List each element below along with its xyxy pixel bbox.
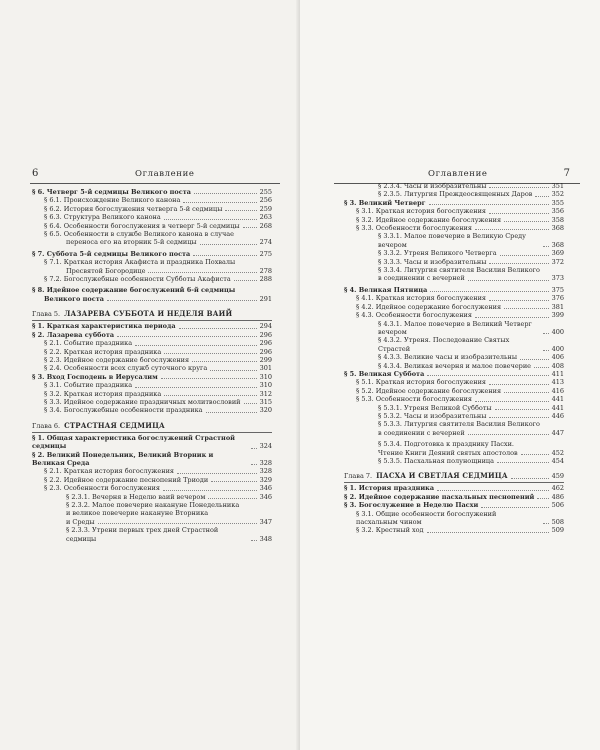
toc-entry bbox=[32, 526, 272, 543]
toc-entry-label: в соединении с вечерней bbox=[378, 428, 465, 437]
toc-entry-label: § 6.5. Особенности в службе Великого канона в случае bbox=[44, 230, 235, 239]
toc-entry bbox=[32, 286, 272, 294]
chapter-number: Глава 6. bbox=[32, 421, 61, 430]
dot-leader bbox=[192, 361, 256, 362]
dot-leader bbox=[481, 507, 548, 508]
toc-entry-label: § 1. Краткая характеристика периода bbox=[32, 322, 176, 331]
toc-entry-page: 312 bbox=[259, 389, 272, 398]
toc-entry-label: § 5.3.1. Утреня Великой Субботы bbox=[378, 403, 492, 412]
toc-entry-page: 291 bbox=[259, 294, 272, 303]
toc-entry-label: § 3.3. Идейное содержание праздничных молитвословий bbox=[44, 397, 241, 406]
dot-leader bbox=[179, 328, 257, 329]
toc-entry-page: 356 bbox=[551, 207, 564, 216]
toc-entry-label: § 7. Суббота 5-й седмицы Великого поста bbox=[32, 249, 191, 258]
toc-entry-label: § 2.3.2. Малое повечерие накануне Понедельника bbox=[66, 501, 240, 509]
toc-entry-label: § 2. Великий Понедельник, Великий Вторник и Великая Среда bbox=[32, 450, 214, 467]
dot-leader bbox=[208, 498, 256, 499]
running-head: Оглавление bbox=[135, 169, 195, 179]
toc-entry bbox=[32, 213, 272, 221]
toc-entry-label: Пресвятой Богородице bbox=[66, 266, 146, 275]
page-number: 7 bbox=[563, 168, 570, 179]
dot-leader bbox=[107, 300, 257, 301]
dot-leader bbox=[543, 350, 549, 351]
toc-entry-page: 509 bbox=[551, 526, 564, 535]
toc-entry bbox=[32, 434, 272, 451]
toc-entry bbox=[32, 390, 272, 398]
dot-leader bbox=[251, 448, 257, 449]
toc-entry-label: § 2.3. Особенности богослужения bbox=[44, 484, 160, 493]
toc-entry-page: 368 bbox=[551, 224, 564, 233]
chapter-title: ПАСХА И СВЕТЛАЯ СЕДМИЦА bbox=[376, 471, 508, 481]
dot-leader bbox=[244, 403, 257, 404]
toc-entry-label: § 3.3.1. Малое повечерие в Великую Среду вечером bbox=[378, 232, 527, 249]
toc-entry-page: 296 bbox=[259, 347, 272, 356]
toc-entry-label: § 6.3. Структура Великого канона bbox=[44, 213, 161, 222]
toc-entry-label: § 2.1. Событие праздника bbox=[44, 339, 133, 348]
toc-entry-page: 296 bbox=[259, 339, 272, 348]
toc-entry-label: § 3.3. Особенности богослужения bbox=[356, 224, 472, 233]
toc-entry bbox=[344, 286, 564, 294]
dot-leader bbox=[504, 392, 548, 393]
toc-entry-label: § 1. Общая характеристика богослужений Страстной седмицы bbox=[32, 433, 235, 451]
toc-entry bbox=[344, 412, 564, 420]
toc-entry-page: 278 bbox=[259, 266, 272, 275]
toc-entry bbox=[32, 196, 272, 204]
toc-entry bbox=[32, 230, 272, 238]
left-page-header bbox=[0, 168, 300, 182]
toc-entry bbox=[32, 339, 272, 347]
toc-entry bbox=[344, 266, 564, 274]
toc-entry-page: 259 bbox=[259, 204, 272, 213]
toc-entry-page: 446 bbox=[551, 411, 564, 420]
toc-entry-page: 376 bbox=[551, 294, 564, 303]
toc-entry-page: 328 bbox=[259, 467, 272, 476]
toc-entry bbox=[344, 440, 564, 448]
toc-entry bbox=[344, 457, 564, 465]
toc-entry bbox=[344, 395, 564, 403]
toc-entry bbox=[344, 526, 564, 534]
toc-entry-label: § 2.3. Идейное содержание богослужения bbox=[44, 355, 190, 364]
toc-entry-page: 462 bbox=[551, 484, 564, 493]
toc-entry-label: § 5.3.4. Подготовка к празднику Пасхи. bbox=[378, 440, 514, 449]
dot-leader bbox=[251, 464, 257, 465]
dot-leader bbox=[521, 454, 549, 455]
dot-leader bbox=[161, 378, 257, 379]
toc-entry bbox=[32, 267, 272, 275]
dot-leader bbox=[489, 300, 549, 301]
toc-entry-page: 375 bbox=[551, 285, 564, 294]
toc-entry-page: 347 bbox=[259, 517, 272, 526]
toc-entry-page: 452 bbox=[551, 448, 564, 457]
toc-entry-label: § 6.1. Происхождение Великого канона bbox=[44, 196, 181, 205]
toc-entry-page: 508 bbox=[551, 518, 564, 527]
dot-leader bbox=[194, 193, 257, 194]
toc-entry bbox=[344, 294, 564, 302]
toc-entry-label: § 2.2. Идейное содержание песнопений Триоди bbox=[44, 475, 209, 484]
dot-leader bbox=[520, 359, 549, 360]
toc-entry-label: § 2.3.4. Часы и изобразительны bbox=[378, 182, 487, 190]
toc-entry-label: § 3.2. Идейное содержание богослужения bbox=[356, 215, 502, 224]
toc-entry-page: 368 bbox=[551, 240, 564, 249]
toc-entry-label: § 3.1. Общие особенности богослужений пасхальным чином bbox=[356, 509, 497, 527]
toc-entry bbox=[32, 275, 272, 283]
toc-entry-page: 369 bbox=[551, 249, 564, 258]
page-number: 6 bbox=[32, 168, 39, 179]
toc-entry-page: 381 bbox=[551, 302, 564, 311]
toc-entry-label: § 5.3.3. Литургия святителя Василия Великого bbox=[378, 420, 540, 429]
toc-entry-page: 441 bbox=[551, 403, 564, 412]
toc-entry-label: § 5. Великая Суббота bbox=[344, 369, 425, 378]
dot-leader bbox=[534, 367, 549, 368]
toc-entry bbox=[344, 493, 564, 501]
toc-entry-label: § 5.3.2. Часы и изобразительны bbox=[378, 411, 487, 420]
header-rule bbox=[30, 183, 280, 184]
toc-entry bbox=[344, 232, 564, 249]
toc-entry-label: § 3.1. Событие праздника bbox=[44, 381, 133, 390]
toc-entry-page: 413 bbox=[551, 378, 564, 387]
toc-entry bbox=[344, 224, 564, 232]
toc-entry-page: 268 bbox=[259, 221, 272, 230]
toc-entry-label: § 2.4. Особенности всех служб суточного круга bbox=[44, 364, 208, 373]
dot-leader bbox=[468, 280, 549, 281]
toc-entry bbox=[32, 322, 272, 330]
toc-entry bbox=[344, 449, 564, 457]
toc-entry bbox=[32, 518, 272, 526]
toc-entry bbox=[32, 295, 272, 303]
toc-entry bbox=[344, 311, 564, 319]
toc-entry-label: § 2.3.3. Утрени первых трех дней Страстной седмицы bbox=[66, 526, 219, 543]
dot-leader bbox=[177, 473, 257, 474]
toc-entry-label: § 4.3.2. Утреня. Последование Святых Страстей bbox=[378, 336, 510, 353]
toc-entry-page: 400 bbox=[551, 344, 564, 353]
toc-entry bbox=[32, 467, 272, 475]
toc-entry bbox=[344, 420, 564, 428]
toc-entry-page: 351 bbox=[551, 182, 564, 190]
dot-leader bbox=[475, 229, 549, 230]
dot-leader bbox=[164, 219, 257, 220]
toc-entry-page: 328 bbox=[259, 458, 272, 467]
toc-entry-page: 288 bbox=[259, 275, 272, 284]
dot-leader bbox=[98, 523, 257, 524]
chapter-number: Глава 5. bbox=[32, 310, 61, 319]
dot-leader bbox=[427, 375, 548, 376]
toc-entry-page: 355 bbox=[551, 198, 564, 207]
dot-leader bbox=[148, 272, 256, 273]
toc-entry bbox=[344, 353, 564, 361]
dot-leader bbox=[537, 498, 548, 499]
toc-entry-page: 315 bbox=[259, 397, 272, 406]
dot-leader bbox=[543, 333, 549, 334]
toc-entry-label: § 5.3.5. Пасхальная полунощница bbox=[378, 457, 494, 465]
dot-leader bbox=[437, 490, 548, 491]
dot-leader bbox=[497, 462, 549, 463]
toc-entry-label: § 6. Четверг 5-й седмицы Великого поста bbox=[32, 188, 191, 196]
dot-leader bbox=[183, 202, 256, 203]
toc-entry-label: § 5.3. Особенности богослужения bbox=[356, 395, 472, 404]
toc-entry-page: 406 bbox=[551, 353, 564, 362]
toc-entry bbox=[344, 378, 564, 386]
toc-entry-label: § 3.4. Богослужебные особенности праздника bbox=[44, 406, 203, 415]
toc-entry bbox=[344, 320, 564, 337]
dot-leader bbox=[468, 434, 549, 435]
toc-entry-page: 320 bbox=[259, 406, 272, 415]
right-page bbox=[300, 0, 600, 750]
toc-entry-label: § 3.3.4. Литургия святителя Василия Великого bbox=[378, 266, 540, 275]
dot-leader bbox=[475, 317, 549, 318]
toc-entry-page: 296 bbox=[259, 330, 272, 339]
toc-entry bbox=[32, 364, 272, 372]
toc-entry-label: § 4.3.1. Малое повечерие в Великий Четверг вечером bbox=[378, 319, 532, 336]
dot-leader bbox=[210, 370, 256, 371]
toc-entry-label: § 3. Великий Четверг bbox=[344, 198, 426, 207]
toc-entry bbox=[344, 274, 564, 282]
toc-entry-page: 346 bbox=[259, 492, 272, 501]
toc-entry bbox=[344, 303, 564, 311]
toc-entry-label: § 8. Идейное содержание богослужений 6-й седмицы bbox=[32, 286, 236, 295]
toc-entry-page: 411 bbox=[551, 369, 564, 378]
toc-entry bbox=[344, 190, 564, 198]
toc-entry bbox=[344, 429, 564, 437]
toc-entry bbox=[32, 501, 272, 509]
toc-entry bbox=[344, 199, 564, 207]
toc-entry bbox=[344, 510, 564, 527]
dot-leader bbox=[489, 417, 548, 418]
toc-entry-label: и Среды bbox=[66, 517, 95, 526]
toc-entry bbox=[32, 205, 272, 213]
chapter-title: ЛАЗАРЕВА СУББОТА И НЕДЕЛЯ ВАИЙ bbox=[64, 309, 233, 319]
dot-leader bbox=[535, 196, 548, 197]
toc-entry-page: 454 bbox=[551, 457, 564, 465]
toc-entry bbox=[344, 387, 564, 395]
dot-leader bbox=[200, 244, 257, 245]
chapter-heading bbox=[32, 421, 272, 433]
toc-entry-label: § 4.2. Идейное содержание богослужения bbox=[356, 302, 502, 311]
dot-leader bbox=[225, 210, 256, 211]
dot-leader bbox=[163, 490, 257, 491]
toc-entry-label: § 4. Великая Пятница bbox=[344, 285, 428, 294]
toc-entry-page: 506 bbox=[551, 501, 564, 510]
toc-entry bbox=[32, 381, 272, 389]
toc-entry bbox=[32, 509, 272, 517]
toc-entry-label: § 5.2. Идейное содержание богослужения bbox=[356, 386, 502, 395]
toc-entry-label: Чтение Книги Деяний святых апостолов bbox=[378, 448, 518, 457]
dot-leader bbox=[164, 353, 256, 354]
toc-entry-page: 301 bbox=[259, 364, 272, 373]
dot-leader bbox=[511, 478, 549, 479]
toc-entry bbox=[32, 451, 272, 468]
toc-entry bbox=[344, 484, 564, 492]
chapter-page: 459 bbox=[551, 472, 564, 481]
toc-entry-label: § 2.2. Краткая история праздника bbox=[44, 347, 162, 356]
toc-entry bbox=[344, 370, 564, 378]
chapter-number: Глава 7. bbox=[344, 472, 373, 481]
toc-entry bbox=[32, 398, 272, 406]
toc-entry-label: § 3.2. Крестный ход bbox=[356, 526, 424, 535]
dot-leader bbox=[504, 308, 548, 309]
toc-entry-label: и великое повечерие накануне Вторника bbox=[66, 509, 209, 518]
toc-entry-label: § 5.1. Краткая история богослужения bbox=[356, 378, 487, 387]
right-page-header bbox=[300, 168, 600, 182]
toc-entry bbox=[32, 250, 272, 258]
toc-entry-page: 358 bbox=[551, 215, 564, 224]
dot-leader bbox=[251, 540, 257, 541]
dot-leader bbox=[495, 409, 549, 410]
toc-entry bbox=[32, 476, 272, 484]
toc-entry bbox=[32, 222, 272, 230]
toc-entry-label: § 2.3.1. Вечерня в Неделю ваий вечером bbox=[66, 492, 206, 501]
dot-leader bbox=[243, 227, 257, 228]
toc-entry-page: 329 bbox=[259, 475, 272, 484]
toc-entry-label: § 2. Лазарева суббота bbox=[32, 330, 115, 339]
dot-leader bbox=[206, 412, 257, 413]
dot-leader bbox=[193, 255, 256, 256]
toc-entry-label: § 6.2. История богослужения четверга 5-й седмицы bbox=[44, 204, 223, 213]
dot-leader bbox=[427, 532, 549, 533]
dot-leader bbox=[489, 187, 548, 188]
toc-entry bbox=[32, 331, 272, 339]
toc-entry bbox=[32, 373, 272, 381]
chapter-title: СТРАСТНАЯ СЕДМИЦА bbox=[64, 420, 165, 430]
toc-entry bbox=[344, 362, 564, 370]
toc-entry bbox=[344, 336, 564, 353]
toc-entry-label: § 3. Богослужение в Неделю Пасхи bbox=[344, 501, 479, 510]
toc-entry-page: 486 bbox=[551, 492, 564, 501]
toc-entry bbox=[344, 249, 564, 257]
toc-entry-page: 447 bbox=[551, 428, 564, 437]
dot-leader bbox=[430, 291, 548, 292]
toc-entry-label: § 1. История праздника bbox=[344, 484, 435, 493]
dot-leader bbox=[164, 395, 256, 396]
toc-entry-label: § 3. Вход Господень в Иерусалим bbox=[32, 372, 158, 381]
toc-entry-page: 352 bbox=[551, 190, 564, 199]
dot-leader bbox=[489, 384, 549, 385]
toc-entry-label: § 7.1. Краткая история Акафиста и праздника Похвалы bbox=[44, 258, 236, 267]
toc-entry-page: 373 bbox=[551, 274, 564, 283]
toc-entry bbox=[32, 188, 272, 196]
toc-entry-page: 256 bbox=[259, 196, 272, 205]
dot-leader bbox=[543, 246, 549, 247]
toc-entry-label: в соединении с вечерней bbox=[378, 274, 465, 283]
toc-entry-page: 372 bbox=[551, 257, 564, 266]
toc-list-left bbox=[0, 188, 300, 543]
running-head: Оглавление bbox=[428, 169, 488, 179]
toc-entry-label: § 4.3.4. Великая вечерня и малое повечерие bbox=[378, 361, 532, 370]
toc-entry-page: 299 bbox=[259, 355, 272, 364]
toc-entry-label: § 2. Идейное содержание пасхальных песнопений bbox=[344, 492, 535, 501]
dot-leader bbox=[543, 523, 549, 524]
toc-entry bbox=[32, 484, 272, 492]
toc-entry-page: 275 bbox=[259, 249, 272, 258]
dot-leader bbox=[135, 345, 256, 346]
dot-leader bbox=[234, 280, 257, 281]
toc-entry-page: 274 bbox=[259, 238, 272, 247]
toc-entry bbox=[32, 493, 272, 501]
toc-entry-label: § 4.3. Особенности богослужения bbox=[356, 311, 472, 320]
toc-entry-label: § 3.3.2. Утреня Великого Четверга bbox=[378, 249, 497, 258]
toc-entry bbox=[344, 258, 564, 266]
toc-entry-label: переноса его на вторник 5-й седмицы bbox=[66, 238, 197, 247]
toc-entry bbox=[344, 404, 564, 412]
toc-entry-label: § 3.1. Краткая история богослужения bbox=[356, 207, 487, 216]
dot-leader bbox=[211, 481, 256, 482]
toc-entry-page: 400 bbox=[551, 327, 564, 336]
toc-entry bbox=[344, 182, 564, 190]
toc-entry-page: 348 bbox=[259, 534, 272, 543]
toc-entry-page: 441 bbox=[551, 395, 564, 404]
toc-entry bbox=[344, 501, 564, 509]
toc-entry-page: 263 bbox=[259, 213, 272, 222]
toc-entry bbox=[32, 356, 272, 364]
toc-entry-page: 346 bbox=[259, 484, 272, 493]
toc-entry bbox=[32, 348, 272, 356]
dot-leader bbox=[117, 336, 257, 337]
toc-list-right bbox=[300, 182, 600, 535]
dot-leader bbox=[489, 263, 548, 264]
chapter-heading bbox=[32, 309, 272, 321]
toc-entry-label: § 4.1. Краткая история богослужения bbox=[356, 294, 487, 303]
dot-leader bbox=[475, 401, 549, 402]
dot-leader bbox=[500, 255, 549, 256]
toc-entry-label: § 7.2. Богослужебные особенности Субботы Акафиста bbox=[44, 275, 231, 284]
toc-entry-page: 294 bbox=[259, 322, 272, 331]
dot-leader bbox=[135, 387, 256, 388]
toc-entry-page: 255 bbox=[259, 188, 272, 196]
toc-entry-page: 408 bbox=[551, 361, 564, 370]
toc-entry bbox=[32, 406, 272, 414]
toc-entry-page: 416 bbox=[551, 386, 564, 395]
dot-leader bbox=[489, 213, 549, 214]
toc-entry-page: 310 bbox=[259, 381, 272, 390]
toc-entry-page: 310 bbox=[259, 372, 272, 381]
toc-entry-label: § 3.2. Краткая история праздника bbox=[44, 389, 162, 398]
chapter-heading bbox=[344, 471, 564, 483]
toc-entry bbox=[32, 258, 272, 266]
toc-entry-label: § 6.4. Особенности богослужения в четверг 5-й седмицы bbox=[44, 221, 240, 230]
toc-entry-label: § 2.3.5. Литургия Преждеосвященных Даров bbox=[378, 190, 533, 199]
dot-leader bbox=[504, 221, 548, 222]
toc-entry-page: 324 bbox=[259, 442, 272, 451]
toc-entry bbox=[32, 238, 272, 246]
toc-entry-label: § 3.3.3. Часы и изобразительны bbox=[378, 257, 487, 266]
toc-entry-page: 399 bbox=[551, 311, 564, 320]
dot-leader bbox=[429, 204, 549, 205]
toc-entry bbox=[344, 216, 564, 224]
toc-entry bbox=[344, 207, 564, 215]
toc-entry-label: Великого поста bbox=[44, 294, 104, 303]
toc-entry-label: § 2.1. Краткая история богослужения bbox=[44, 467, 175, 476]
toc-entry-label: § 4.3.3. Великие часы и изобразительны bbox=[378, 353, 518, 362]
